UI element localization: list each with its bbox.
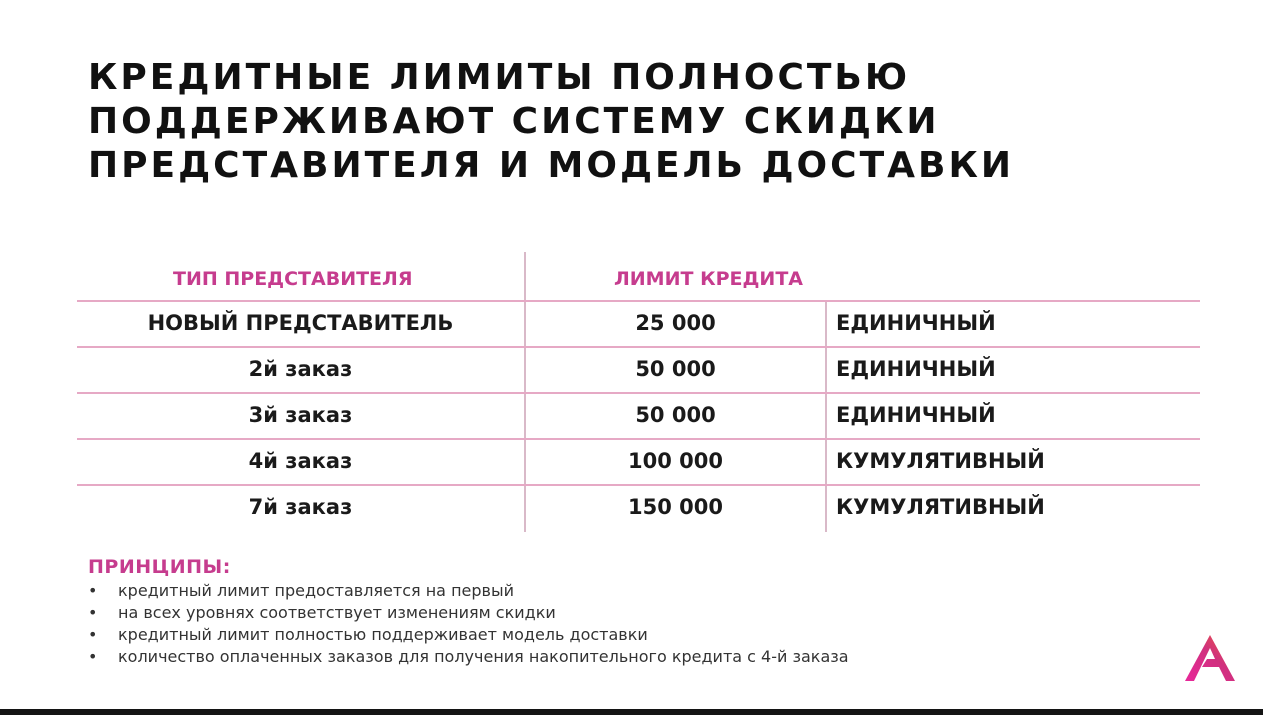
cell-type: НОВЫЙ ПРЕДСТАВИТЕЛЬ [147,311,454,335]
header-credit-limit: ЛИМИТ КРЕДИТА [614,268,803,290]
cell-kind: КУМУЛЯТИВНЫЙ [836,495,1045,519]
table-row [77,348,1200,394]
principle-text: на всех уровнях соответствует изменениям скидки [118,603,556,622]
cell-limit: 25 000 [635,311,716,335]
bullet-icon: • [88,625,98,644]
list-item [88,624,849,646]
cell-type: 7й заказ [248,495,353,519]
principle-text: кредитный лимит предоставляется на первый [118,581,514,600]
cell-kind: КУМУЛЯТИВНЫЙ [836,449,1045,473]
bullet-icon: • [88,581,98,600]
cell-kind: ЕДИНИЧНЫЙ [836,357,996,381]
cell-type: 3й заказ [248,403,353,427]
principle-text: кредитный лимит полностью поддерживает модель доставки [118,625,648,644]
cell-type: 4й заказ [248,449,353,473]
bullet-icon: • [88,603,98,622]
list-item [88,602,849,624]
title-line: ПОДДЕРЖИВАЮТ СИСТЕМУ СКИДКИ [88,101,940,142]
header-representative-type: ТИП ПРЕДСТАВИТЕЛЯ [173,268,413,290]
cell-type: 2й заказ [248,357,353,381]
list-item [88,646,849,668]
table-row [77,394,1200,440]
principles-section [88,556,849,668]
principles-title: ПРИНЦИПЫ: [88,556,231,578]
cell-kind: ЕДИНИЧНЫЙ [836,403,996,427]
bullet-icon: • [88,647,98,666]
title-line: ПРЕДСТАВИТЕЛЯ И МОДЕЛЬ ДОСТАВКИ [88,145,1014,186]
credit-limit-table [77,252,1200,532]
brand-a-logo-icon [1183,633,1237,683]
principle-text: количество оплаченных заказов для получения накопительного кредита с 4-й заказа [118,647,849,666]
cell-limit: 100 000 [628,449,723,473]
principles-list [88,580,849,668]
bottom-bar [0,709,1263,715]
table-row [77,302,1200,348]
table-row [77,440,1200,486]
title-line: КРЕДИТНЫЕ ЛИМИТЫ ПОЛНОСТЬЮ [88,57,911,98]
page-title [88,56,1014,188]
cell-limit: 150 000 [628,495,723,519]
table-row [77,486,1200,532]
cell-limit: 50 000 [635,403,716,427]
list-item [88,580,849,602]
cell-limit: 50 000 [635,357,716,381]
cell-kind: ЕДИНИЧНЫЙ [836,311,996,335]
